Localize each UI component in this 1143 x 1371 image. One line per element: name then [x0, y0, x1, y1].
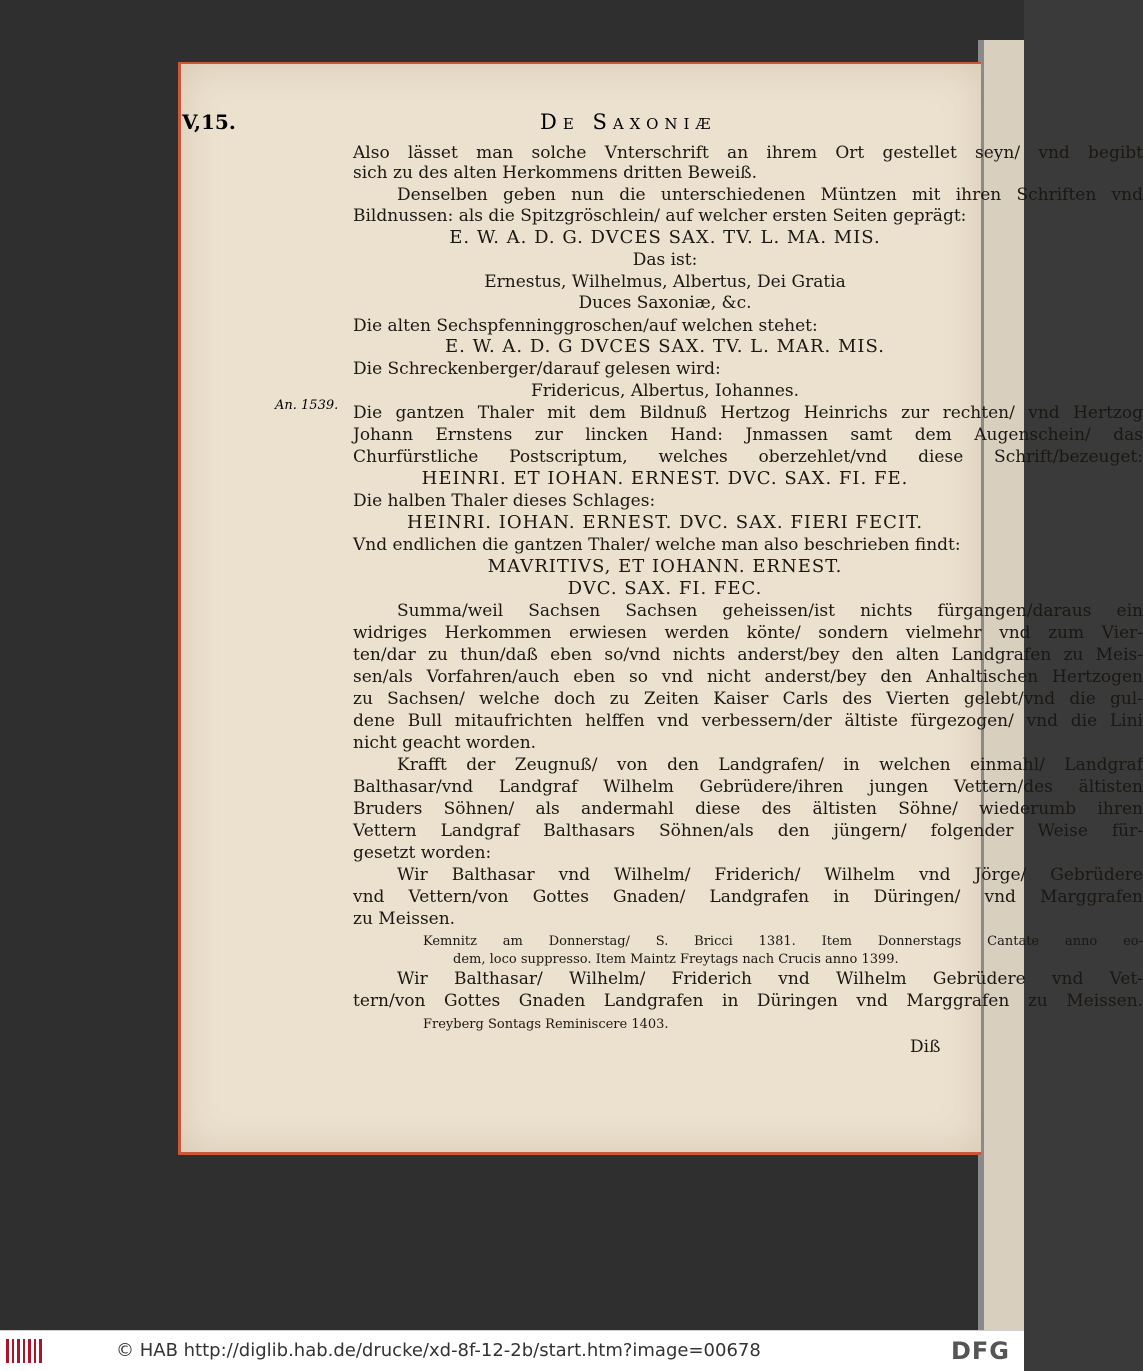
- source-credit-link[interactable]: © HAB http://diglib.hab.de/drucke/xd-8f-12-2b/start.htm?image=00678: [116, 1340, 761, 1361]
- text-line: Summa/weil Sachsen Sachsen geheissen/ist nichts fürgangen/daraus ein: [397, 601, 1143, 621]
- text-line: Also lässet man solche Vnterschrift an ihrem Ort gestellet seyn/ vnd begibt: [353, 143, 1143, 163]
- text-line: ten/dar zu thun/daß eben so/vnd nichts anderst/bey den alten Landgrafen zu Meis-: [353, 645, 1143, 665]
- text-line: Johann Ernstens zur lincken Hand: Jnmassen samt dem Augenschein/ das: [353, 425, 1143, 445]
- text-line: zu Meissen.: [353, 909, 456, 929]
- text-line: dene Bull mitaufrichten helffen vnd verbessern/der ältiste fürgezogen/ vnd die Lini: [353, 711, 1143, 731]
- text-line: Wir Balthasar vnd Wilhelm/ Friderich/ Wilhelm vnd Jörge/ Gebrüdere: [397, 865, 1143, 885]
- text-line: Das ist:: [632, 250, 698, 270]
- text-line: Fridericus, Albertus, Iohannes.: [530, 381, 800, 401]
- viewer-footer: [0, 1330, 1024, 1371]
- text-line: zu Sachsen/ welche doch zu Zeiten Kaiser Carls des Vierten gelebt/vnd die gul-: [353, 689, 1143, 709]
- coin-inscription: E. W. A. D. G DVCES SAX. TV. L. MAR. MIS.: [445, 336, 885, 357]
- text-line: Vnd endlichen die gantzen Thaler/ welche man also beschrieben findt:: [353, 535, 961, 555]
- text-line: Balthasar/vnd Landgraf Wilhelm Gebrüdere/ihren jungen Vettern/des ältisten: [353, 777, 1143, 797]
- page-signature: V,15.: [182, 110, 236, 134]
- text-line: nicht geacht worden.: [353, 733, 537, 753]
- text-line: Churfürstliche Postscriptum, welches oberzehlet/vnd diese Schrift/bezeuget:: [353, 447, 1143, 467]
- text-line: widriges Herkommen erwiesen werden könte/ sondern vielmehr vnd zum Vier-: [353, 623, 1143, 643]
- dfg-logo: DFG: [950, 1337, 1010, 1365]
- text-line: vnd Vettern/von Gottes Gnaden/ Landgrafen in Düringen/ vnd Marggrafen: [353, 887, 1143, 907]
- citation-line: Freyberg Sontags Reminiscere 1403.: [423, 1017, 669, 1032]
- text-line: Bruders Söhnen/ als andermahl diese des ältisten Söhne/ wiederumb ihren: [353, 799, 1143, 819]
- text-line: Die gantzen Thaler mit dem Bildnuß Hertzog Heinrichs zur rechten/ vnd Hertzog: [353, 403, 1143, 423]
- margin-note: An. 1539.: [275, 398, 339, 413]
- text-line: Bildnussen: als die Spitzgröschlein/ auf welcher ersten Seiten geprägt:: [353, 206, 967, 226]
- catchword: Diß: [910, 1037, 941, 1057]
- text-line: Die Schreckenberger/darauf gelesen wird:: [353, 359, 721, 379]
- text-line: Vettern Landgraf Balthasars Söhnen/als den jüngern/ folgender Weise für-: [353, 821, 1143, 841]
- text-line: gesetzt worden:: [353, 843, 492, 863]
- coin-inscription: DVC. SAX. FI. FEC.: [567, 578, 763, 599]
- coin-inscription: HEINRI. ET IOHAN. ERNEST. DVC. SAX. FI. FE.: [421, 468, 909, 489]
- text-line: Ernestus, Wilhelmus, Albertus, Dei Gratia: [484, 272, 846, 292]
- text-line: Duces Saxoniæ, &c.: [578, 293, 752, 313]
- text-line: Die alten Sechspfenninggroschen/auf welchen stehet:: [353, 316, 818, 336]
- running-title: De Saxoniæ: [540, 110, 717, 134]
- text-line: Krafft der Zeugnuß/ von den Landgrafen/ in welchen einmahl/ Landgraf: [397, 755, 1143, 775]
- text-line: tern/von Gottes Gnaden Landgrafen in Düringen vnd Marggrafen zu Meissen.: [353, 991, 1143, 1011]
- coin-inscription: MAVRITIVS, ET IOHANN. ERNEST.: [487, 556, 843, 577]
- text-line: sich zu des alten Herkommens dritten Beweiß.: [353, 163, 758, 183]
- text-line: sen/als Vorfahren/auch eben so vnd nicht anderst/bey den Anhaltischen Hertzogen: [353, 667, 1143, 687]
- citation-line: Kemnitz am Donnerstag/ S. Bricci 1381. Item Donnerstags Cantate anno eo-: [423, 934, 1143, 949]
- coin-inscription: E. W. A. D. G. DVCES SAX. TV. L. MA. MIS.: [449, 227, 881, 248]
- text-line: Die halben Thaler dieses Schlages:: [353, 491, 656, 511]
- text-line: Wir Balthasar/ Wilhelm/ Friderich vnd Wilhelm Gebrüdere vnd Vet-: [397, 969, 1143, 989]
- text-line: Denselben geben nun die unterschiedenen Müntzen mit ihren Schriften vnd: [397, 185, 1143, 205]
- hab-logo-icon: [6, 1339, 42, 1363]
- coin-inscription: HEINRI. IOHAN. ERNEST. DVC. SAX. FIERI FECIT.: [406, 512, 924, 533]
- citation-line: dem, loco suppresso. Item Maintz Freytags nach Crucis anno 1399.: [453, 952, 899, 967]
